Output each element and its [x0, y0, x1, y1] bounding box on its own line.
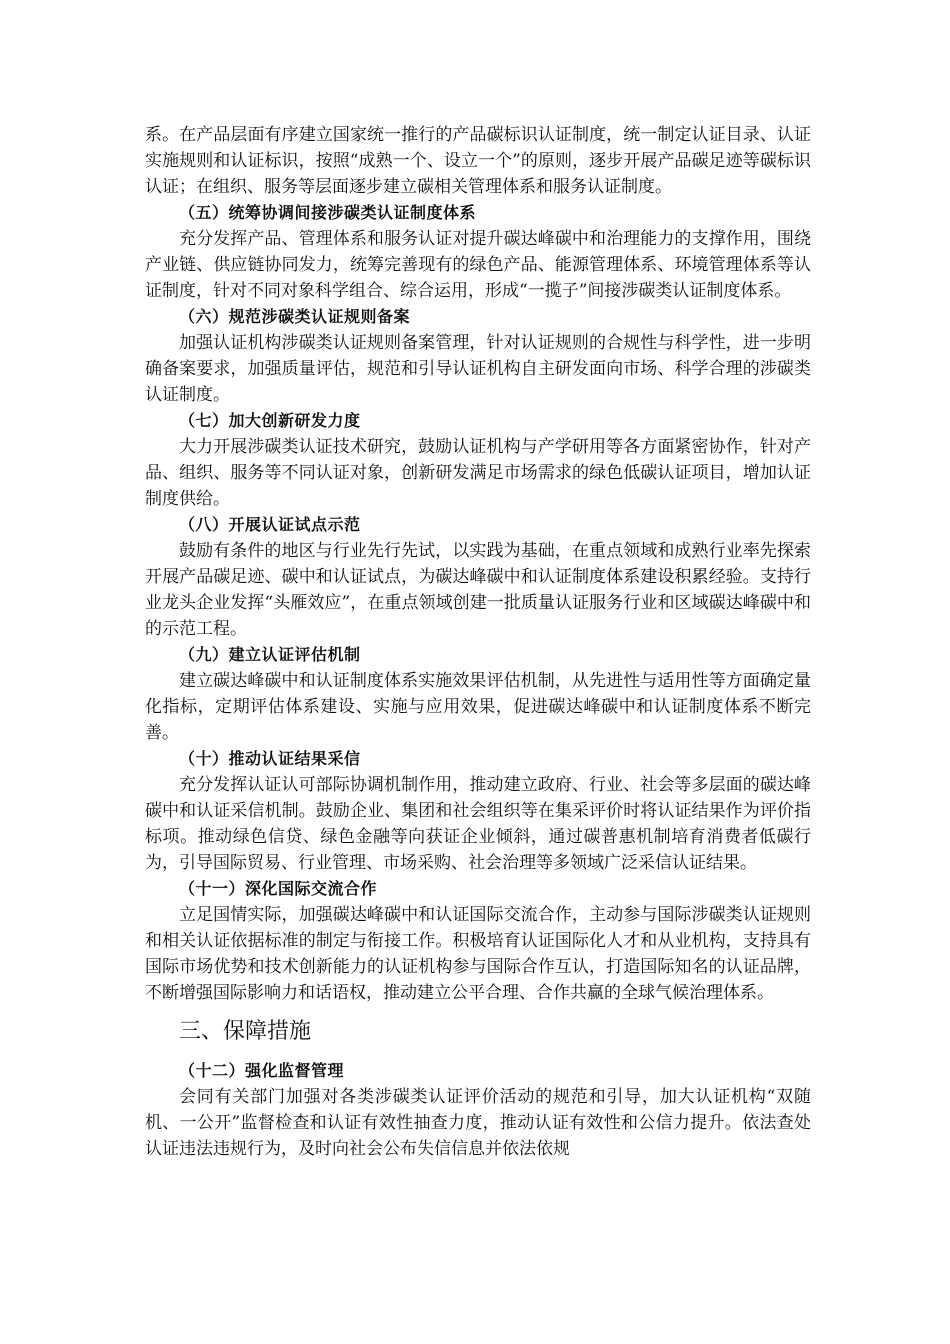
- paragraph-item-6: 加强认证机构涉碳类认证规则备案管理，针对认证规则的合规性与科学性，进一步明确备案要求，加强质量评估，规范和引导认证机构自主研发面向市场、科学合理的涉碳类认证制度。: [145, 333, 811, 405]
- paragraph-item-10: 充分发挥认证认可部际协调机制作用，推动建立政府、行业、社会等多层面的碳达峰碳中和认证采信机制。鼓励企业、集团和社会组织等在集采评价时将认证结果作为评价指标项。推动绿色信贷、绿色金融等向获证企业倾斜，通过碳普惠机制培育消费者低碳行为，引导国际贸易、行业管理、市场采购、社会治理等多领域广泛采信认证结果。: [145, 775, 811, 873]
- paragraph-item-12: 会同有关部门加强对各类涉碳类认证评价活动的规范和引导，加大认证机构“双随机、一公开”监督检查和认证有效性抽查力度，推动认证有效性和公信力提升。依法查处认证违法违规行为，及时向社会公布失信信息并依法依规: [145, 1087, 811, 1159]
- document-page: [145, 122, 811, 1162]
- heading-item-7: （七）加大创新研发力度: [179, 411, 361, 430]
- paragraph-item-9: 建立碳达峰碳中和认证制度体系实施效果评估机制，从先进性与适用性等方面确定量化指标，定期评估体系建设、实施与应用效果，促进碳达峰碳中和认证制度体系不断完善。: [145, 671, 811, 743]
- paragraph-item-5: 充分发挥产品、管理体系和服务认证对提升碳达峰碳中和治理能力的支撑作用，围绕产业链、供应链协同发力，统筹完善现有的绿色产品、能源管理体系、环境管理体系等认证制度，针对不同对象科学组合、综合运用，形成“一揽子”间接涉碳类认证制度体系。: [145, 229, 811, 301]
- heading-item-11: （十一）深化国际交流合作: [179, 879, 378, 898]
- heading-item-12: （十二）强化监督管理: [179, 1061, 345, 1080]
- paragraph-item-8: 鼓励有条件的地区与行业先行先试，以实践为基础，在重点领域和成熟行业率先探索开展产品碳足迹、碳中和认证试点，为碳达峰碳中和认证制度体系建设积累经验。支持行业龙头企业发挥“头雁效应”，在重点领域创建一批质量认证服务行业和区域碳达峰碳中和的示范工程。: [145, 541, 811, 639]
- heading-item-6: （六）规范涉碳类认证规则备案: [179, 307, 411, 326]
- paragraph-item-11: 立足国情实际，加强碳达峰碳中和认证国际交流合作，主动参与国际涉碳类认证规则和相关认证依据标准的制定与衔接工作。积极培育认证国际化人才和从业机构，支持具有国际市场优势和技术创新能力的认证机构参与国际合作互认，打造国际知名的认证品牌，不断增强国际影响力和话语权，推动建立公平合理、合作共赢的全球气候治理体系。: [145, 905, 811, 1003]
- paragraph-item-7: 大力开展涉碳类认证技术研究，鼓励认证机构与产学研用等各方面紧密协作，针对产品、组织、服务等不同认证对象，创新研发满足市场需求的绿色低碳认证项目，增加认证制度供给。: [145, 437, 811, 509]
- heading-item-9: （九）建立认证评估机制: [179, 645, 361, 664]
- section-heading-safeguards: 三、保障措施: [179, 1019, 312, 1044]
- paragraph-continuation: 系。在产品层面有序建立国家统一推行的产品碳标识认证制度，统一制定认证目录、认证实施规则和认证标识，按照“成熟一个、设立一个”的原则，逐步开展产品碳足迹等碳标识认证；在组织、服务等层面逐步建立碳相关管理体系和服务认证制度。: [145, 125, 811, 197]
- heading-item-8: （八）开展认证试点示范: [179, 515, 361, 534]
- heading-item-5: （五）统筹协调间接涉碳类认证制度体系: [179, 203, 477, 222]
- heading-item-10: （十）推动认证结果采信: [179, 749, 361, 768]
